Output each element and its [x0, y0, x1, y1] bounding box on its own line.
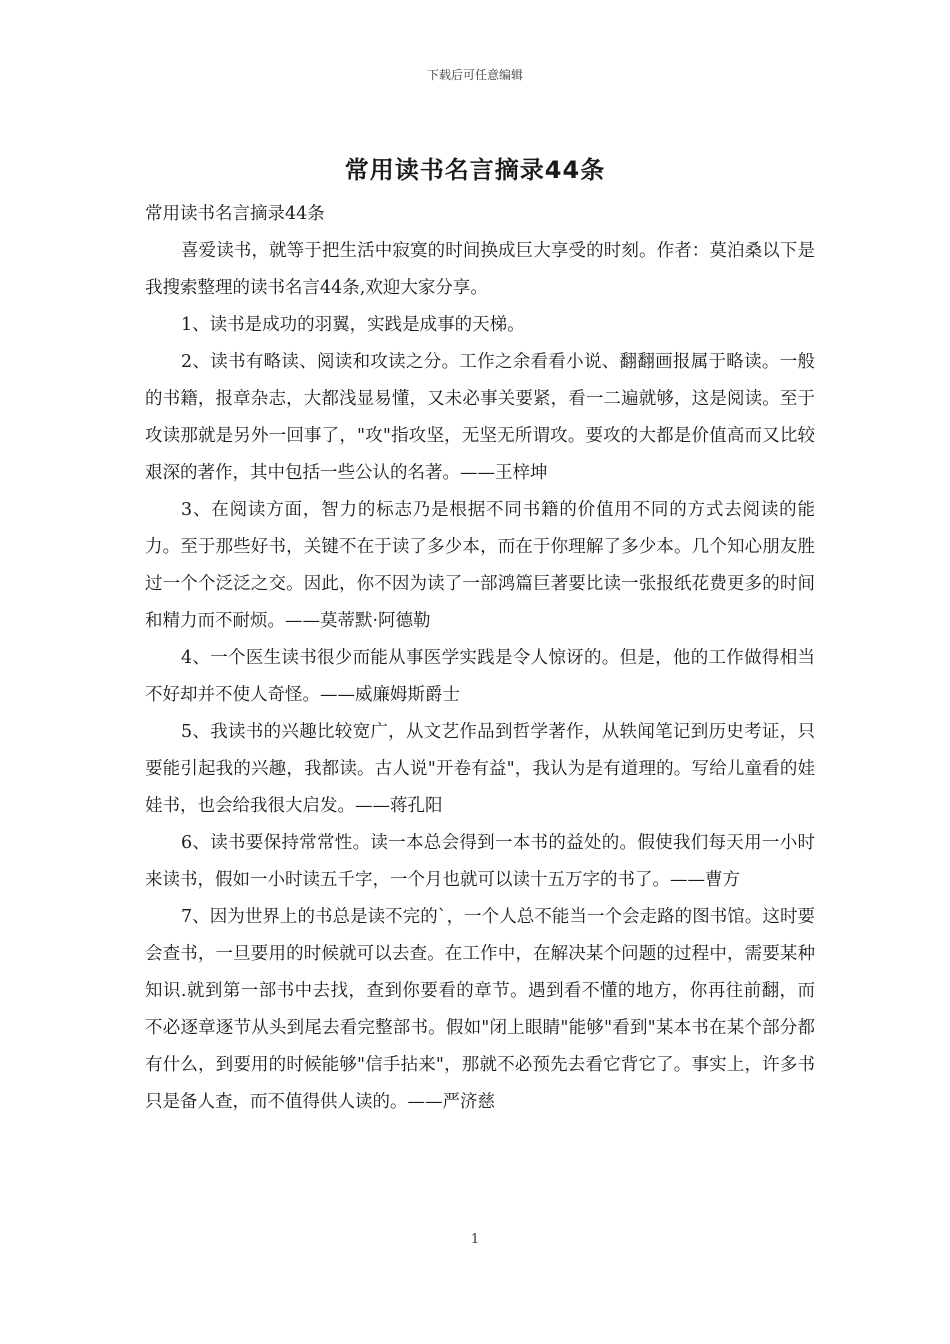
quote-item: 4、一个医生读书很少而能从事医学实践是令人惊讶的。但是，他的工作做得相当不好却并不使人奇怪。——威廉姆斯爵士: [145, 648, 815, 705]
page-number: 1: [470, 1232, 480, 1247]
quote-item: 5、我读书的兴趣比较宽广，从文艺作品到哲学著作，从轶闻笔记到历史考证，只要能引起我的兴趣，我都读。古人说"开卷有益"，我认为是有道理的。写给儿童看的娃娃书，也会给我很大启发。——蒋孔阳: [145, 722, 815, 816]
quote-item: 6、读书要保持常常性。读一本总会得到一本书的益处的。假使我们每天用一小时来读书，假如一小时读五千字，一个月也就可以读十五万字的书了。——曹方: [145, 833, 815, 890]
quote-item: 1、读书是成功的羽翼，实践是成事的天梯。: [181, 315, 525, 335]
intro-paragraph: 喜爱读书，就等于把生活中寂寞的时间换成巨大享受的时刻。作者：莫泊桑以下是我搜索整理的读书名言44条,欢迎大家分享。: [145, 241, 815, 298]
quote-item: 2、读书有略读、阅读和攻读之分。工作之余看看小说、翻翻画报属于略读。一般的书籍，报章杂志，大都浅显易懂，又未必事关要紧，看一二遍就够，这是阅读。至于攻读那就是另外一回事了，"攻"指攻坚，无坚无所谓攻。要攻的大都是价值高而又比较艰深的著作，其中包括一些公认的名著。——王梓坤: [145, 352, 815, 483]
header-note: 下载后可任意编辑: [426, 68, 523, 82]
document-subtitle: 常用读书名言摘录44条: [145, 204, 325, 224]
document-title: 常用读书名言摘录44条: [344, 156, 606, 184]
quote-item: 3、在阅读方面，智力的标志乃是根据不同书籍的价值用不同的方式去阅读的能力。至于那些好书，关键不在于读了多少本，而在于你理解了多少本。几个知心朋友胜过一个个泛泛之交。因此，你不因为读了一部鸿篇巨著要比读一张报纸花费更多的时间和精力而不耐烦。——莫蒂默·阿德勒: [145, 500, 815, 631]
quote-item: 7、因为世界上的书总是读不完的`，一个人总不能当一个会走路的图书馆。这时要会查书，一旦要用的时候就可以去查。在工作中，在解决某个问题的过程中，需要某种知识.就到第一部书中去找，查到你要看的章节。遇到看不懂的地方，你再往前翻，而不必逐章逐节从头到尾去看完整部书。假如"闭上眼睛"能够"看到"某本书在某个部分都有什么，到要用的时候能够"信手拈来"，那就不必预先去看它背它了。事实上，许多书只是备人查，而不值得供人读的。——严济慈: [145, 907, 815, 1112]
document-body: [145, 196, 815, 1121]
